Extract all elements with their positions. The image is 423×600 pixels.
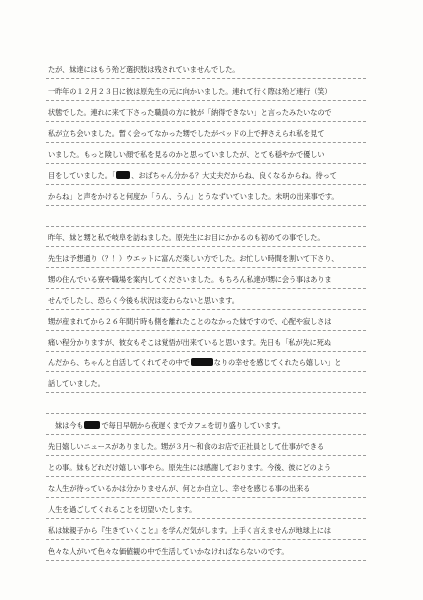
text-line: 先日嬉しいニュースがありました。甥が３月～和食のお店で正社員として仕事ができる bbox=[48, 442, 325, 451]
ruled-line bbox=[46, 78, 366, 79]
ruled-line bbox=[46, 371, 366, 372]
text-segment: んだから、ちゃんと自活してくれてその中で bbox=[48, 358, 190, 367]
text-line: 甥の住んでいる寮や職場を案内してくださいました。もちろん私達が甥に会う事はありま bbox=[48, 275, 332, 284]
text-line: からね」と声をかけると何度か「うん、うん」とうなずいていました。未明の出来事です。 bbox=[48, 192, 339, 201]
ruled-line bbox=[46, 497, 366, 498]
redaction-mark bbox=[116, 171, 130, 179]
text-segment: で毎日早朝から夜遅くまでカフェを切り盛りしています。 bbox=[101, 421, 285, 430]
ruled-line bbox=[46, 121, 366, 122]
ruled-line bbox=[46, 246, 366, 247]
ruled-line bbox=[46, 434, 366, 435]
ruled-line bbox=[46, 476, 366, 477]
ruled-line bbox=[46, 309, 366, 310]
text-line: 先生は予想通り（？！）ウエットに富んだ楽しい方でした。お忙しい時間を割いて下さり、 bbox=[48, 254, 339, 263]
text-line bbox=[48, 421, 378, 431]
ruled-line bbox=[46, 330, 366, 331]
ruled-line bbox=[46, 163, 366, 164]
ruled-line bbox=[46, 413, 366, 414]
text-line: 甥が産まれてから２６年間片時も側を離れたことのなかった妹ですので、心配や寂しさは bbox=[48, 317, 332, 326]
text-line: せんでしたし、恐らく今後も状況は変わらないと思います。 bbox=[48, 296, 239, 305]
ruled-line bbox=[46, 455, 366, 456]
text-line: いました。もっと険しい顔で私を見るのかと思っていましたが、とても穏やかで優しい bbox=[48, 150, 325, 159]
text-segment: 目をしていました。「 bbox=[48, 171, 116, 180]
text-segment: 、おばちゃん分かる？大丈夫だからね、良くなるからね。待って bbox=[131, 171, 337, 180]
ruled-line bbox=[46, 226, 366, 227]
text-line: 色々な人がいて色々な価値観の中で生活していかなければならないのです。 bbox=[48, 547, 289, 556]
text-line: 一昨年の１２月２３日に彼は原先生の元に向かいました。連れて行く際は殆ど連行（笑） bbox=[48, 87, 332, 96]
text-segment: 妹は今も bbox=[48, 421, 84, 430]
text-line: 私は妹親子から『生きていくこと』を学んだ気がします。上手く言えませんが地球上には bbox=[48, 526, 331, 535]
ruled-line bbox=[46, 142, 366, 143]
text-line: 痛い程分かりますが、彼女もそこは覚悟が出来ていると思います。先日も「私が先に死ぬ bbox=[48, 338, 331, 347]
ruled-line bbox=[46, 184, 366, 185]
text-line: 話していました。 bbox=[48, 379, 105, 388]
ruled-line bbox=[46, 539, 366, 540]
text-line: 状態でした。連れに来て下さった職員の方に彼が「納得できない」と言ったみたいなので bbox=[48, 108, 332, 117]
text-line: たが、妹達にはもう殆ど選択肢は残されていませんでした。 bbox=[48, 65, 240, 74]
text-line bbox=[48, 171, 378, 181]
text-line: な人生が待っているかは分かりませんが、何とか自立し、幸せを感じる事の出来る bbox=[48, 484, 311, 493]
ruled-line bbox=[46, 392, 366, 393]
ruled-line bbox=[46, 351, 366, 352]
text-line: 人生を過ごしてくれることを切望いたします。 bbox=[48, 505, 197, 514]
text-segment: なりの幸せを感じてくれたら嬉しい」と bbox=[213, 358, 342, 367]
ruled-line bbox=[46, 518, 366, 519]
redaction-mark bbox=[191, 358, 213, 366]
ruled-line bbox=[46, 100, 366, 101]
text-line: との事。妹もどれだけ嬉しい事やら。原先生には感謝しております。今後、彼にどのよう bbox=[48, 463, 331, 472]
ruled-line bbox=[46, 267, 366, 268]
text-line: 昨年、妹と甥と私で岐阜を訪ねました。原先生にお目にかかるのも初めての事でした。 bbox=[48, 233, 325, 242]
redaction-mark bbox=[84, 421, 100, 429]
ruled-line bbox=[46, 288, 366, 289]
ruled-line bbox=[46, 205, 366, 206]
text-line: 私が立ち会いました。暫く会ってなかった甥でしたがベッドの上で押さえられ私を見て bbox=[48, 129, 325, 138]
text-line bbox=[48, 358, 378, 368]
ruled-line bbox=[46, 560, 366, 561]
